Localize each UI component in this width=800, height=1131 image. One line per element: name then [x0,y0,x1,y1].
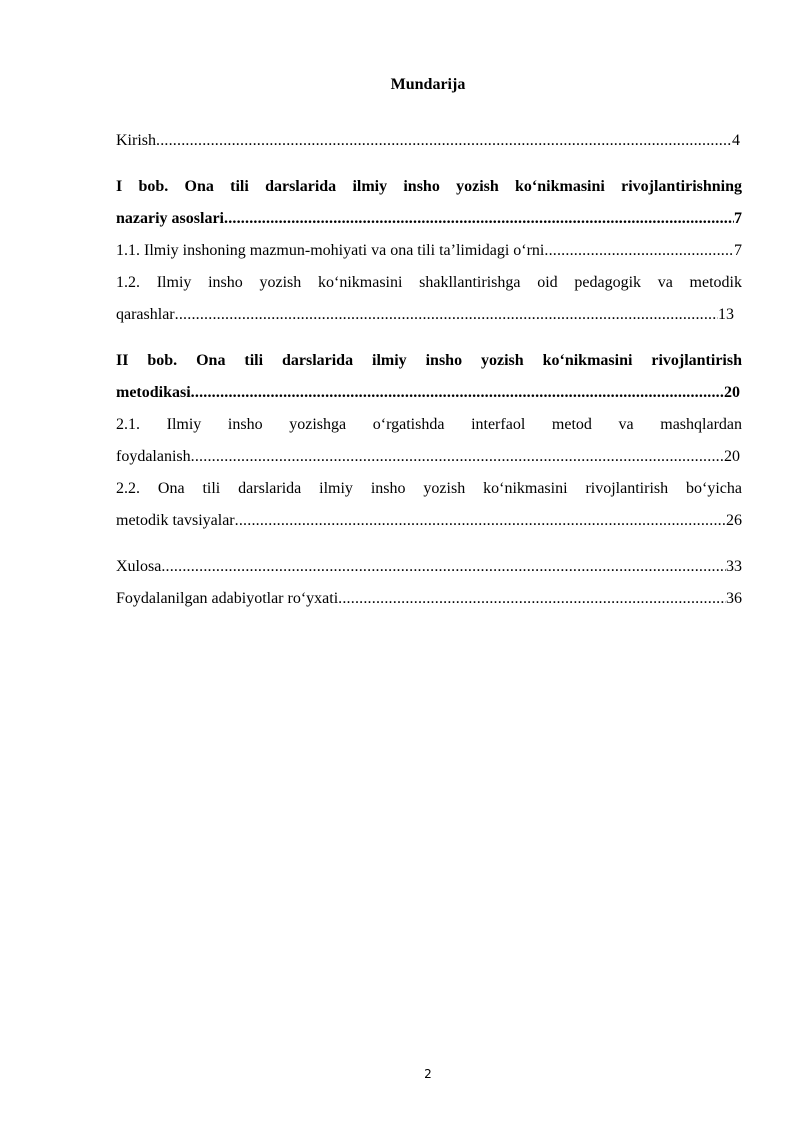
toc-page-number: 26 [726,512,742,529]
toc-page-number: 13 [718,306,734,323]
toc-entry-label: I bob. Ona tili darslarida ilmiy insho yozish ko‘nikmasini rivojlantirishning [116,178,742,195]
toc-page-number: 20 [724,448,740,465]
toc-page-number: 7 [734,210,742,227]
dot-leader [191,377,724,409]
dot-leader [161,551,726,583]
toc-page-number: 36 [726,590,742,607]
page-title: Mundarija [390,76,466,93]
toc-entry-label: 1.2. Ilmiy insho yozish ko‘nikmasini shakllantirishga oid pedagogik va metodik [116,274,742,291]
toc-entry-label: Xulosa [116,558,162,575]
toc-entry-adabiyotlar[interactable] [116,583,742,615]
dot-leader [338,583,726,615]
toc-entry-chapter-2[interactable] [116,345,742,409]
toc-entry-section-1-1[interactable] [116,235,742,267]
toc-entry-label: Kirish [116,132,156,149]
toc-entry-label-cont: qarashlar [116,306,175,323]
toc-entry-label-cont: metodik tavsiyalar [116,512,235,529]
dot-leader [175,299,718,331]
toc-entry-xulosa[interactable] [116,551,742,583]
toc-page-number: 7 [734,242,742,259]
page-number: 2 [424,1067,432,1081]
dot-leader [544,235,734,267]
toc-page-number: 20 [724,384,740,401]
toc-entry-label: II bob. Ona tili darslarida ilmiy insho yozish ko‘nikmasini rivojlantirish [116,352,742,369]
toc-page-number: 4 [732,132,740,149]
toc-entry-label: Foydalanilgan adabiyotlar ro‘yxati [116,590,339,607]
toc-entry-label-cont: nazariy asoslari [116,210,224,227]
dot-leader [235,505,726,537]
toc-entry-label: 2.1. Ilmiy insho yozishga o‘rgatishda interfaol metod va mashqlardan [116,416,742,433]
toc-entry-section-2-1[interactable] [116,409,742,473]
dot-leader [191,441,724,473]
dot-leader [224,203,734,235]
table-of-contents [116,125,742,615]
toc-page-number: 33 [726,558,742,575]
toc-entry-label: 1.1. Ilmiy inshoning mazmun-mohiyati va ona tili ta’limidagi o‘rni [116,242,545,259]
toc-entry-chapter-1[interactable] [116,171,742,235]
toc-entry-section-1-2[interactable] [116,267,742,331]
toc-entry-label: 2.2. Ona tili darslarida ilmiy insho yozish ko‘nikmasini rivojlantirish bo‘yicha [116,480,742,497]
toc-entry-kirish[interactable] [116,125,742,157]
dot-leader [156,125,732,157]
toc-entry-label-cont: foydalanish [116,448,191,465]
toc-entry-label-cont: metodikasi [116,384,191,401]
toc-entry-section-2-2[interactable] [116,473,742,537]
